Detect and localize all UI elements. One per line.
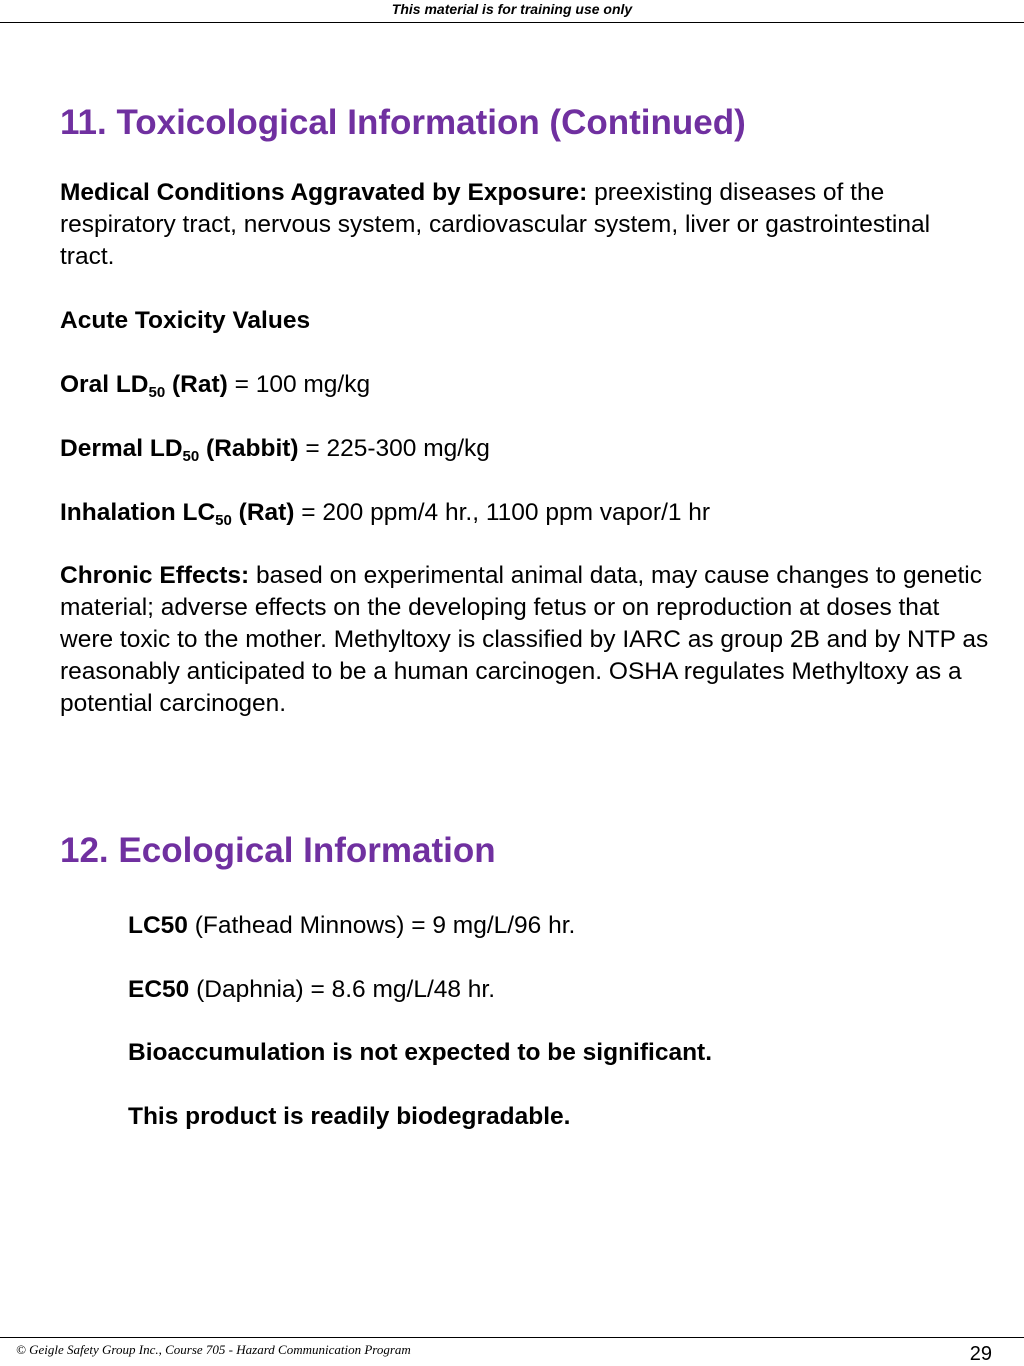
chronic-effects-paragraph (60, 560, 990, 720)
lc50-label: LC50 (128, 912, 188, 939)
acute-toxicity-heading (60, 305, 990, 337)
ec50-text: (Daphnia) = 8.6 mg/L/48 hr. (189, 976, 496, 1003)
dermal-ld50-subscript: 50 (182, 448, 200, 465)
biodegradable-statement: This product is readily biodegradable. (128, 1103, 571, 1130)
inhalation-lc50-label: Inhalation $LC_{50}$ (Rat) (60, 499, 295, 529)
acute-toxicity-title: Acute Toxicity Values (60, 307, 311, 334)
inhalation-lc50-line (60, 497, 990, 529)
dermal-ld50-value: = 225-300 mg/kg (298, 435, 490, 462)
footer-copyright: © Geigle Safety Group Inc., Course 705 - Hazard Communication Program (16, 1342, 411, 1357)
oral-ld50-label: Oral $LD_{50}$ (Rat) (60, 371, 228, 401)
oral-ld50-subscript: 50 (148, 384, 166, 401)
page-number: 29 (969, 1343, 992, 1365)
bioaccumulation-statement: Bioaccumulation is not expected to be significant. (128, 1039, 713, 1066)
footer-divider (0, 1337, 1024, 1338)
header-divider (0, 22, 1024, 23)
oral-ld50-line (60, 369, 990, 401)
oral-ld50-value: = 100 mg/kg (227, 371, 371, 398)
dermal-ld50-label: Dermal $LD_{50}$ (Rabbit) (60, 435, 299, 465)
inhalation-lc50-subscript: 50 (215, 512, 232, 529)
medical-conditions-text: preexisting diseases of the respiratory tract, nervous system, cardiovascular system, liver or gastrointestinal tract. (60, 179, 931, 270)
chronic-effects-label: Chronic Effects: (60, 562, 250, 589)
section-11-title: 11. Toxicological Information (Continued) (60, 103, 746, 142)
medical-conditions-paragraph (60, 177, 990, 273)
medical-conditions-label: Medical Conditions Aggravated by Exposure: (60, 179, 588, 206)
ec50-label: EC50 (128, 976, 190, 1003)
inhalation-lc50-value: = 200 ppm/4 hr., 1100 ppm vapor/1 hr (294, 499, 711, 526)
chronic-effects-text: based on experimental animal data, may cause changes to genetic material; adverse effects on the developing fetus or on reproduction at doses that were toxic to the mother. Methyltoxy is classified by IARC as group 2B and by NTP as reasonably anticipated to be a human carcinogen. OSHA regulates Methyltoxy as a potential carcinogen. (60, 562, 989, 717)
section-12-title: 12. Ecological Information (60, 831, 496, 870)
dermal-ld50-line (60, 433, 990, 465)
lc50-line (128, 910, 988, 942)
ec50-line (128, 974, 988, 1006)
lc50-text: (Fathead Minnows) = 9 mg/L/96 hr. (187, 912, 576, 939)
training-banner: This material is for training use only (391, 1, 633, 17)
